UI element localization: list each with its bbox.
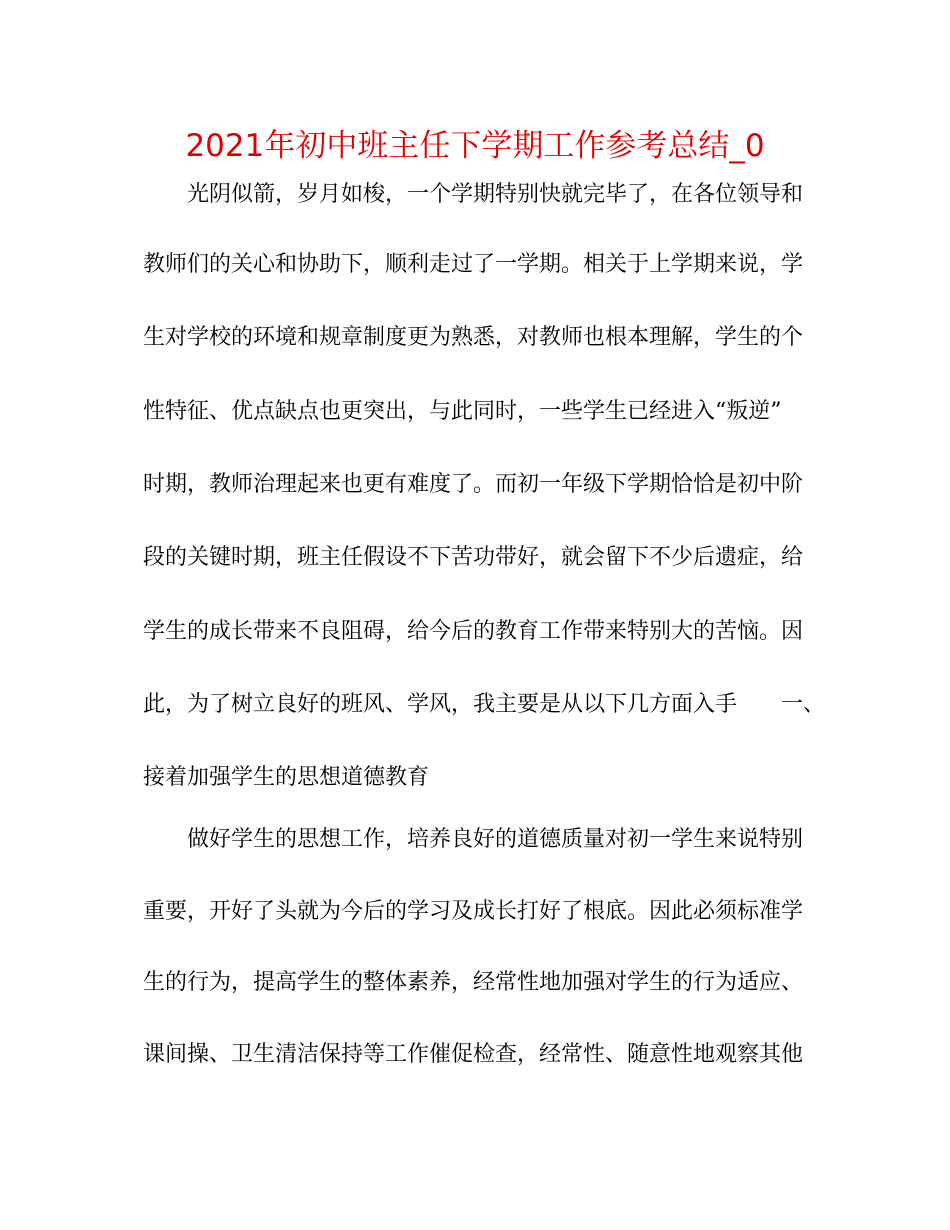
- paragraph-1-line-7: 学生的成长带来不良阻碍，给今后的教育工作带来特别大的苦恼。因: [143, 619, 804, 644]
- paragraph-1-line-6: 段的关键时期，班主任假设不下苦功带好，就会留下不少后遗症，给: [143, 545, 804, 570]
- paragraph-2-line-4: 课间操、卫生清洁保持等工作催促检查，经常性、随意性地观察其他: [143, 1042, 804, 1067]
- paragraph-1-line-9: 接着加强学生的思想道德教育: [143, 765, 430, 790]
- paragraph-2-line-1: 做好学生的思想工作，培养良好的道德质量对初一学生来说特别: [187, 827, 804, 852]
- paragraph-1-line-3: 生对学校的环境和规章制度更为熟悉，对教师也根本理解，学生的个: [143, 325, 804, 350]
- paragraph-2-line-2: 重要，开好了头就为今后的学习及成长打好了根底。因此必须标准学: [143, 899, 804, 924]
- paragraph-1-line-4: 性特征、优点缺点也更突出，与此同时，一些学生已经进入“叛逆”: [143, 399, 782, 424]
- paragraph-1-line-1: 光阴似箭，岁月如梭，一个学期特别快就完毕了，在各位领导和: [187, 182, 804, 207]
- paragraph-1-line-2: 教师们的关心和协助下，顺利走过了一学期。相关于上学期来说，学: [143, 252, 804, 277]
- document-title: 2021年初中班主任下学期工作参考总结_0: [185, 128, 765, 164]
- paragraph-1-line-8: 此，为了树立良好的班风、学风，我主要是从以下几方面入手 一、: [143, 692, 826, 717]
- paragraph-1-line-5: 时期，教师治理起来也更有难度了。而初一年级下学期恰恰是初中阶: [143, 472, 804, 497]
- paragraph-2-line-3: 生的行为，提高学生的整体素养，经常性地加强对学生的行为适应、: [143, 970, 804, 995]
